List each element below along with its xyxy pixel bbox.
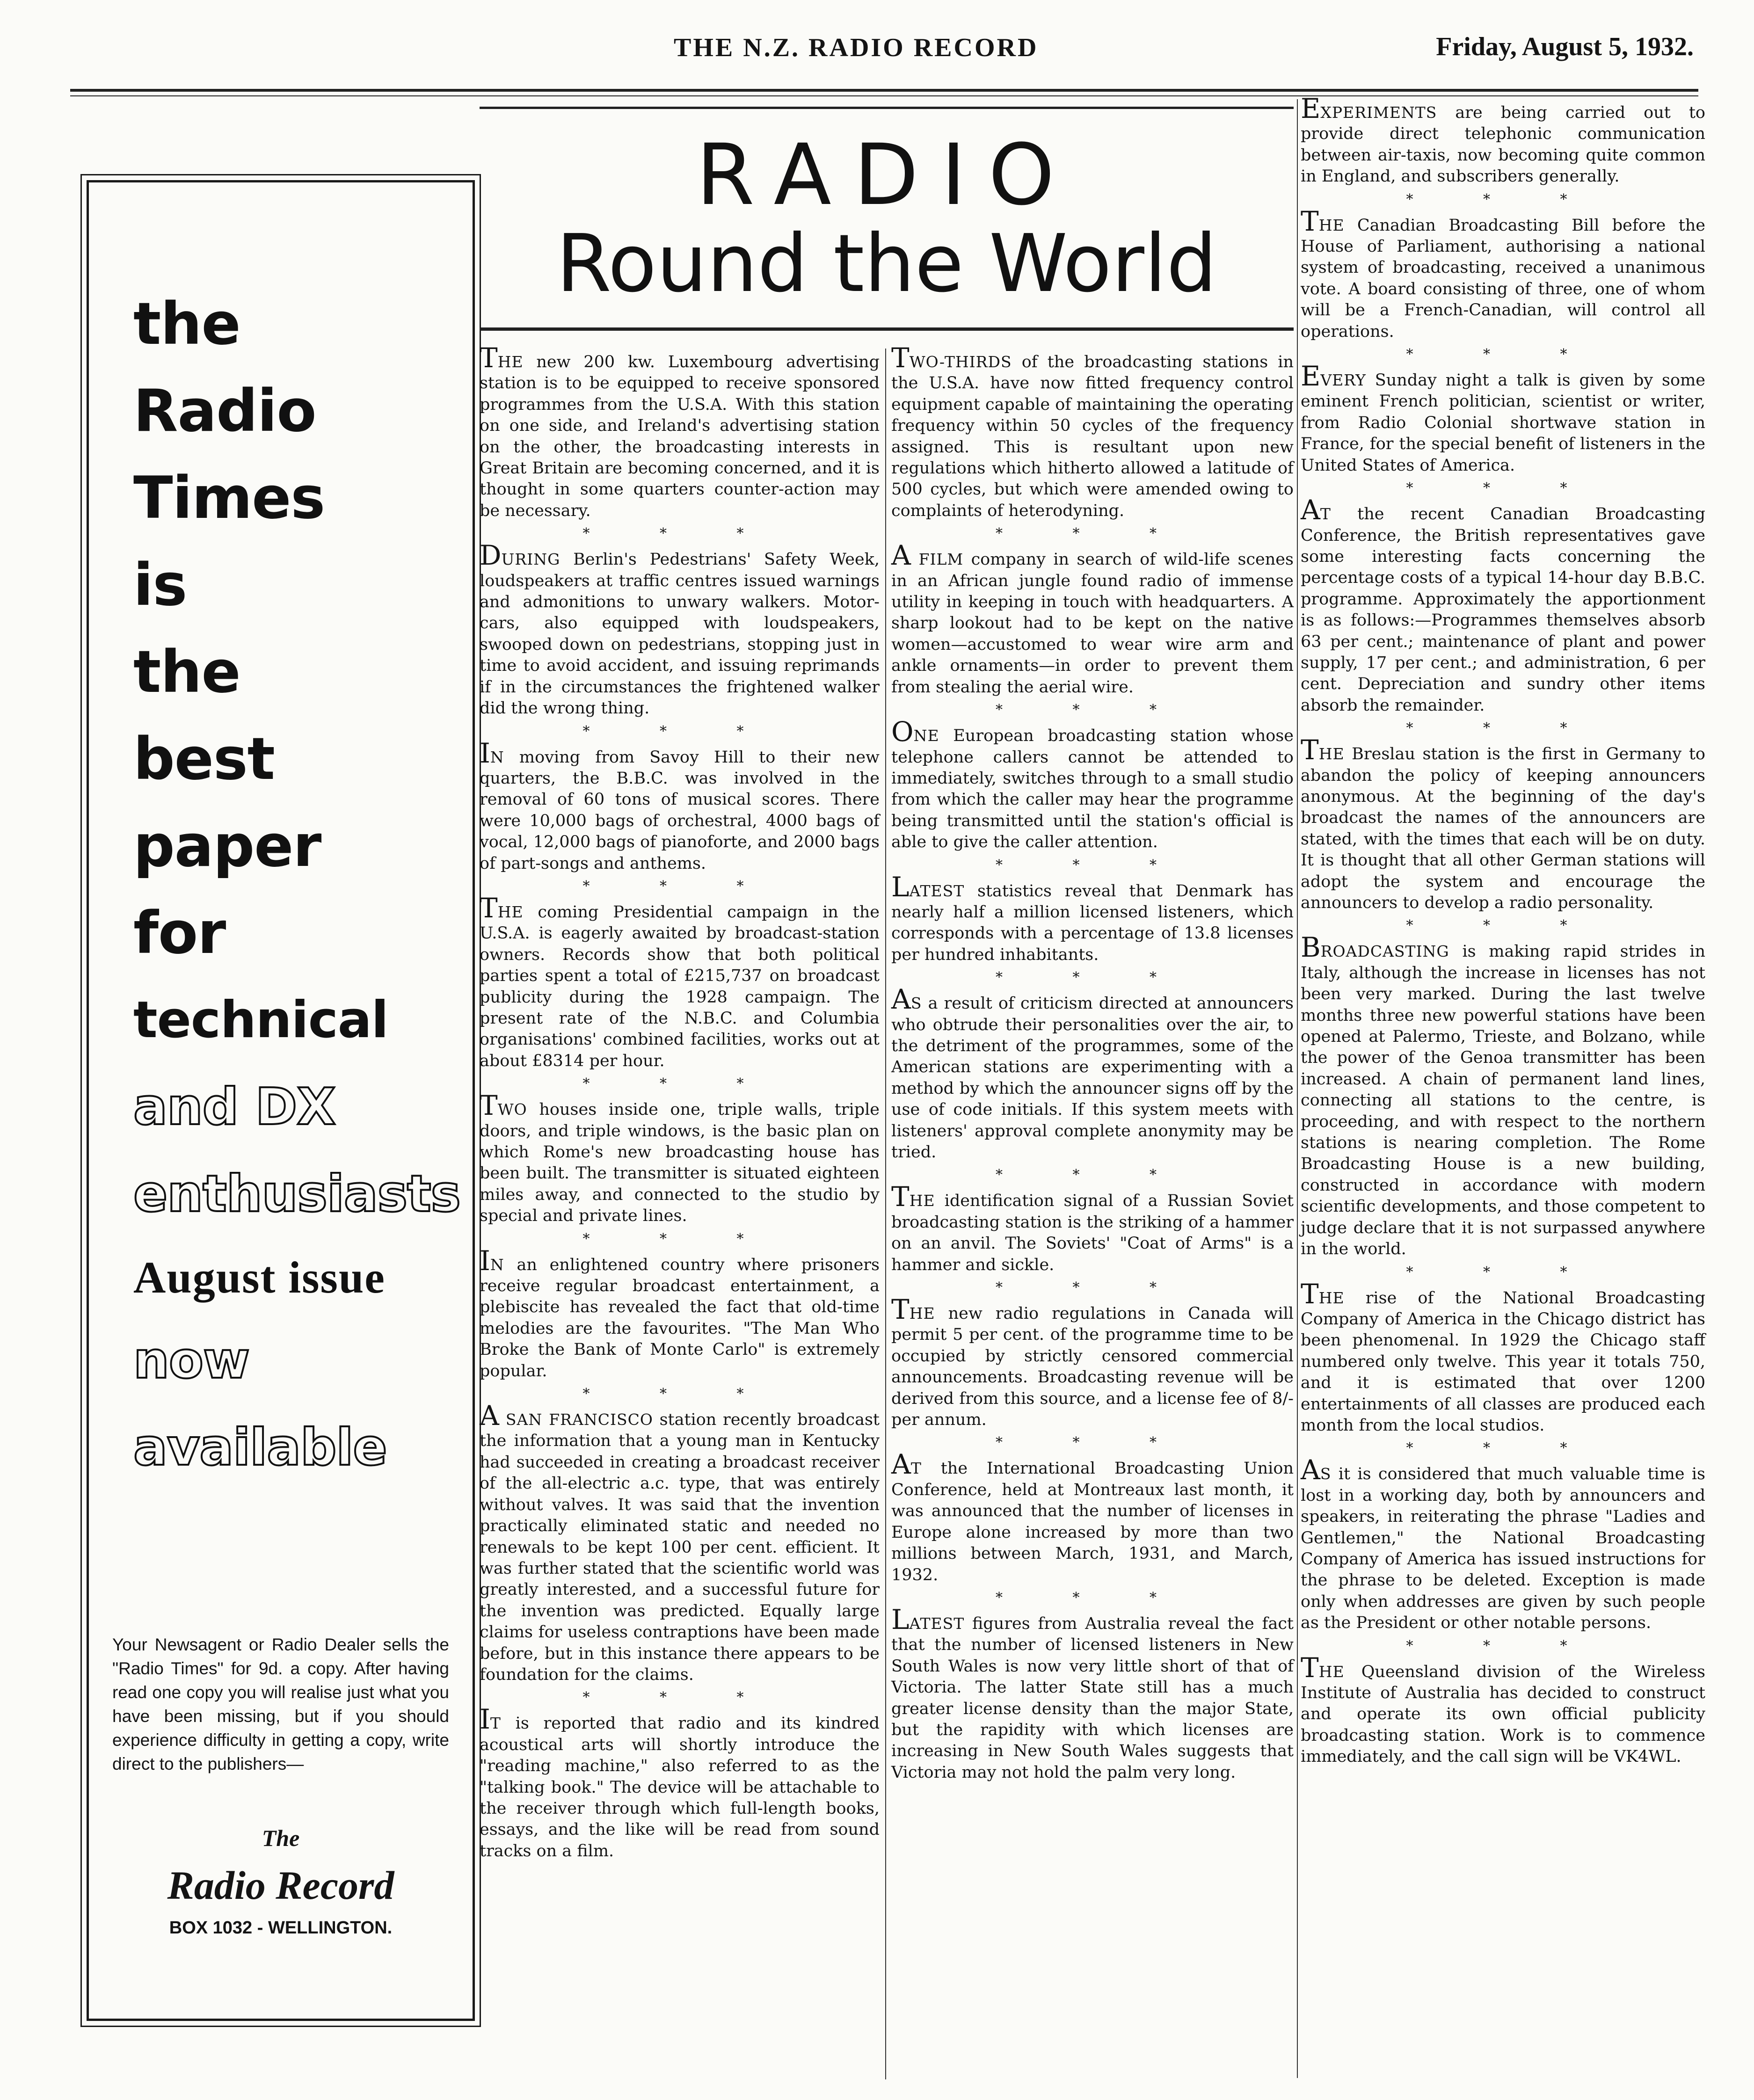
news-item-cap: HE bbox=[1318, 1288, 1345, 1307]
ad-publisher-name: Radio Record bbox=[167, 1863, 394, 1908]
column-divider bbox=[885, 349, 886, 2079]
ad-word: paper bbox=[133, 813, 321, 880]
separator-stars: * * * bbox=[1406, 1440, 1600, 1457]
news-item-cap: NE bbox=[913, 727, 939, 745]
ad-publisher-article: The bbox=[262, 1825, 300, 1851]
news-item-rest: are being carried out to provide direct telephonic communication between air-taxis, now becoming quite common in England, and subscribers generally. bbox=[1301, 103, 1705, 186]
news-item bbox=[1301, 494, 1705, 716]
news-item-lead: I bbox=[480, 1703, 490, 1736]
news-item-lead: L bbox=[891, 1603, 910, 1635]
news-item bbox=[480, 1090, 880, 1227]
ad-word: August issue bbox=[133, 1252, 386, 1302]
news-item bbox=[1301, 93, 1705, 188]
news-item-lead: B bbox=[1301, 931, 1321, 964]
news-item bbox=[480, 737, 880, 874]
news-item-lead: I bbox=[480, 737, 490, 769]
news-item bbox=[891, 716, 1294, 853]
news-item-cap: S bbox=[910, 994, 922, 1013]
separator-stars: * * * bbox=[582, 1689, 777, 1706]
news-item-cap: HE bbox=[497, 902, 524, 921]
news-item-lead: E bbox=[1301, 93, 1321, 124]
news-item-cap: ROADCASTING bbox=[1320, 942, 1449, 961]
news-item-lead: T bbox=[480, 892, 498, 924]
news-item-rest: European broadcasting station whose telephone callers cannot be attended to immediately, switches through to a small studio from which the caller may hear the programme being transmitted until the station's official is able to give the caller attention. bbox=[891, 727, 1294, 852]
ad-word: Radio bbox=[133, 378, 316, 445]
news-item-cap: HE bbox=[1318, 1662, 1345, 1681]
news-item-lead: A bbox=[891, 1448, 911, 1481]
news-item bbox=[1301, 205, 1705, 342]
news-item-cap: HE bbox=[1318, 745, 1345, 763]
news-item bbox=[1301, 734, 1705, 914]
news-item-cap: N bbox=[490, 1255, 504, 1274]
ad-word: and DX bbox=[133, 1078, 335, 1136]
news-item-rest: the International Broadcasting Union Conference, held at Montreaux last month, it was announced that the number of licenses in Europe alone increased by more than two millions between March, 1931, and March, 1932. bbox=[891, 1459, 1294, 1584]
news-item bbox=[891, 1293, 1294, 1431]
news-item-rest: Berlin's Pedestrians' Safety Week, loudspeakers at traffic centres issued warnings and admonitions to unwary walkers. Motor-cars, also equipped with loudspeakers, swooped down on pedestrians, stopping just in time to avoid accident, and issuing reprimands if in the circumstances the frightened walker did the wrong thing. bbox=[480, 550, 880, 718]
separator-stars: * * * bbox=[1406, 1637, 1600, 1654]
separator-stars: * * * bbox=[582, 1386, 777, 1402]
news-item-lead: O bbox=[891, 716, 914, 748]
news-item-lead: T bbox=[1301, 734, 1319, 766]
ad-word: for bbox=[133, 900, 226, 967]
news-item bbox=[1301, 1454, 1705, 1634]
ad-word: best bbox=[133, 726, 275, 793]
news-item-lead: T bbox=[1301, 1651, 1319, 1684]
column-divider bbox=[1297, 99, 1298, 2078]
news-item-rest: Canadian Broadcasting Bill before the House of Parliament, authorising a national system of broadcasting, received a unanimous vote. A board consisting of three, one of whom will be a French-Canadian, will control all operations. bbox=[1301, 216, 1705, 341]
news-column bbox=[1301, 93, 1705, 1768]
separator-stars: * * * bbox=[995, 1589, 1190, 1606]
news-item-lead: T bbox=[1301, 205, 1319, 237]
separator-stars: * * * bbox=[582, 723, 777, 740]
news-item-lead: T bbox=[480, 342, 498, 374]
ad-word: technical bbox=[133, 991, 388, 1049]
separator-stars: * * * bbox=[582, 1075, 777, 1092]
issue-date: Friday, August 5, 1932. bbox=[1436, 32, 1694, 61]
news-item-rest: identification signal of a Russian Soviet broadcasting station is the striking of a hammer on an anvil. The Soviets' "Coat of Arms" is a hammer and sickle. bbox=[891, 1192, 1294, 1274]
news-item-lead: A bbox=[891, 983, 911, 1016]
news-item-rest: an enlightened country where prisoners receive regular broadcast entertainment, a plebiscite has revealed the fact that old-time melodies are the favourites. "The Man Who Broke the Bank of Monte Carlo" is extremely popular. bbox=[480, 1255, 880, 1381]
news-item-rest: coming Presidential campaign in the U.S.A. is eagerly awaited by broadcast-station owners. Records show that both political parties spent a total of £215,737 on broadcast publicity during the 1928 campaign. The present rate of the N.B.C. and Columbia organisations' combined facilities, works out at about £8314 per hour. bbox=[480, 902, 880, 1070]
news-item-cap: S bbox=[1320, 1465, 1332, 1483]
news-item bbox=[891, 1448, 1294, 1585]
news-item-cap: N bbox=[490, 748, 504, 766]
news-item-lead: T bbox=[891, 342, 910, 374]
news-item-lead: A bbox=[891, 539, 911, 572]
news-item-rest: figures from Australia reveal the fact that the number of licensed listeners in New South Wales is now very little short of that of Victoria. The latter State still has a much greater license density than the major State, but the rapidity with which licenses are increasing in New South Wales suggests that Victoria may not hold the palm very long. bbox=[891, 1614, 1294, 1782]
separator-stars: * * * bbox=[1406, 720, 1600, 737]
news-item bbox=[1301, 1651, 1705, 1768]
news-item bbox=[480, 892, 880, 1072]
news-item bbox=[480, 1244, 880, 1382]
separator-stars: * * * bbox=[1406, 917, 1600, 934]
news-item-rest: Sunday night a talk is given by some eminent French politician, scientist or writer, from Radio Colonial shortwave station in France, for the special benefit of listeners in the United States of America. bbox=[1301, 371, 1705, 475]
news-item bbox=[480, 539, 880, 719]
news-item bbox=[891, 1181, 1294, 1276]
news-item-rest: it is considered that much valuable time is lost in a working day, both by announcers and speakers, in reiterating the phrase "Ladies and Gentlemen," the National Broadcasting Company of America has issued instructions for the phrase to be deleted. Exception is made only when addresses are given by such people as the President or other notable persons. bbox=[1301, 1465, 1705, 1633]
news-item-cap: WO bbox=[497, 1100, 527, 1119]
news-item-cap: WO-THIRDS bbox=[909, 353, 1012, 371]
news-item bbox=[480, 1703, 880, 1862]
masthead bbox=[75, 19, 1694, 75]
separator-stars: * * * bbox=[1406, 191, 1600, 208]
news-item-cap: ATEST bbox=[909, 1614, 965, 1633]
news-item-rest: company in search of wild-life scenes in an African jungle found radio of immense utility in keeping in touch with headquarters. A sharp lookout had to be kept on the native women—accustomed to wear wire arm and ankle ornaments—in order to prevent them from stealing the aerial wire. bbox=[891, 550, 1294, 697]
news-item-cap: VERY bbox=[1320, 371, 1366, 390]
news-item-lead: T bbox=[480, 1090, 498, 1122]
news-column bbox=[891, 342, 1294, 1783]
news-item-lead: T bbox=[891, 1181, 910, 1213]
news-item-lead: T bbox=[1301, 1278, 1319, 1310]
news-item-lead: E bbox=[1301, 360, 1321, 392]
news-item-cap: HE bbox=[497, 353, 524, 371]
news-item-cap: XPERIMENTS bbox=[1320, 103, 1437, 122]
news-item-rest: station recently broadcast the information that a young man in Kentucky had succeeded in creating a broadcast receiver of the all-electric a.c. type, that was entirely without valves. It was said that the invention practically eliminated static and needed no renewals to be kept 100 per cent. efficient. It was further stated that the scientific world was greatly interested, and a successful future for the invention was predicted. Equally large claims for useless contraptions have been made before, but in this instance there appears to be foundation for the claims. bbox=[480, 1410, 880, 1684]
ad-word: now bbox=[133, 1331, 249, 1390]
headline-rule-bottom bbox=[480, 327, 1294, 331]
news-item bbox=[891, 983, 1294, 1163]
separator-stars: * * * bbox=[995, 702, 1190, 719]
news-item-cap: URING bbox=[501, 550, 560, 569]
separator-stars: * * * bbox=[995, 1279, 1190, 1296]
separator-stars: * * * bbox=[995, 969, 1190, 986]
news-item-rest: rise of the National Broadcasting Company of America in the Chicago district has been phenomenal. In 1929 the Chicago staff numbered only twelve. This year it totals 750, and it is estimated that over 1200 entertainments of all classes are produced each month from the local studios. bbox=[1301, 1288, 1705, 1435]
separator-stars: * * * bbox=[1406, 480, 1600, 497]
separator-stars: * * * bbox=[582, 525, 777, 542]
news-item bbox=[1301, 360, 1705, 476]
news-item-cap: HE bbox=[1318, 216, 1345, 234]
news-item-rest: of the broadcasting stations in the U.S.A. have now fitted frequency control equipment capable of maintaining the operating frequency within 50 cycles of the frequency assigned. This is resultant upon new regulations which hitherto allowed a latitude of 500 cycles, but which were amended owing to complaints of heterodyning. bbox=[891, 353, 1294, 520]
news-item-rest: is making rapid strides in Italy, although the increase in licenses has not been very marked. During the last twelve months three new powerful stations have been opened at Palermo, Trieste, and Bolzano, while the power of the Genoa transmitter has been increased. A chain of permanent land lines, connecting all stations to the centre, is proceeding, and with respect to the northern stations is nearing completion. The Rome Broadcasting House is a new building, constructed in accordance with modern scientific developments, and those competent to judge declare that it is not surpassed anywhere in the world. bbox=[1301, 942, 1705, 1259]
news-item-cap: T bbox=[1320, 505, 1331, 523]
news-item-lead: L bbox=[891, 871, 910, 903]
news-item bbox=[891, 539, 1294, 698]
separator-stars: * * * bbox=[1406, 346, 1600, 363]
ad-copy: Your Newsagent or Radio Dealer sells the "Radio Times" for 9d. a copy. After having read one copy you will realise just what you have been missing, but if you should experience difficulty in getting a copy, write direct to the publishers— bbox=[112, 1635, 449, 1773]
news-item bbox=[1301, 1278, 1705, 1437]
ad-headline bbox=[133, 281, 470, 1491]
masthead-rule bbox=[70, 89, 1698, 96]
news-item-lead: A bbox=[1301, 494, 1320, 526]
news-item-rest: new 200 kw. Luxembourg advertising station is to be equipped to receive sponsored programmes from the U.S.A. With this station on one side, and Ireland's advertising station on the other, the broadcasting interests in Great Britain are becoming concerned, and it is thought in some quarters counter-action may be necessary. bbox=[480, 353, 880, 520]
news-item-rest: Breslau station is the first in Germany to abandon the policy of keeping announcers anonymous. At the beginning of the day's broadcast the names of the announcers are stated, with the times that each will be on duty. It is thought that all other German stations will adopt the system and encourage the announcers to develop a radio personality. bbox=[1301, 745, 1705, 912]
news-item bbox=[1301, 931, 1705, 1260]
separator-stars: * * * bbox=[995, 525, 1190, 542]
news-item-cap: FILM bbox=[910, 550, 964, 569]
news-item-lead: A bbox=[1301, 1454, 1320, 1486]
headline-round-the-world: Round the World bbox=[556, 218, 1217, 310]
news-item bbox=[480, 1400, 880, 1686]
news-column bbox=[480, 342, 880, 1862]
radio-times-advertisement bbox=[87, 180, 475, 2021]
news-item-cap: HE bbox=[909, 1304, 935, 1323]
separator-stars: * * * bbox=[995, 1434, 1190, 1451]
news-item-lead: A bbox=[480, 1400, 499, 1432]
news-item-rest: the recent Canadian Broadcasting Conference, the British representatives gave some interesting facts concerning the percentage costs of a typical 14-hour day B.B.C. programme. Approximately the apportionment is as follows:—Programmes themselves absorb 63 per cent.; maintenance of plant and power supply, 17 per cent.; and administration, 6 per cent. Depreciation and sundry other items absorb the remainder. bbox=[1301, 505, 1705, 715]
headline-radio: RADIO bbox=[696, 126, 1077, 224]
news-item bbox=[891, 1603, 1294, 1783]
news-item-rest: a result of criticism directed at announcers who obtrude their personalities over the air, to the detriment of the programmes, some of the American stations are experimenting with a method by which the announcer signs off by the use of code initials. If this system meets with listeners' approval complete anonymity may be tried. bbox=[891, 994, 1294, 1162]
separator-stars: * * * bbox=[1406, 1264, 1600, 1280]
ad-word: the bbox=[133, 639, 240, 706]
news-item-rest: new radio regulations in Canada will permit 5 per cent. of the programme time to be occupied by strictly censored commercial announcements. Broadcasting revenue will be derived from this source, and a license fee of 8/- per annum. bbox=[891, 1304, 1294, 1430]
news-item bbox=[891, 871, 1294, 966]
news-item-cap: T bbox=[910, 1459, 922, 1478]
news-item-rest: statistics reveal that Denmark has nearly half a million licensed listeners, which corresponds with a percentage of 13.8 licenses per hundred inhabitants. bbox=[891, 881, 1294, 964]
ad-word: available bbox=[133, 1418, 387, 1477]
headline-rule-top bbox=[480, 107, 1294, 109]
separator-stars: * * * bbox=[995, 857, 1190, 873]
news-item-cap: ATEST bbox=[909, 881, 965, 900]
news-item-rest: is reported that radio and its kindred acoustical arts will shortly introduce the "reading machine," also referred to as the "talking book." The device will be attachable to the receiver through which full-length books, essays, and the like will be read from sound tracks on a film. bbox=[480, 1714, 880, 1860]
news-item-lead: T bbox=[891, 1293, 910, 1326]
paper-title: THE N.Z. RADIO RECORD bbox=[674, 33, 1039, 62]
separator-stars: * * * bbox=[995, 1167, 1190, 1184]
ad-address: BOX 1032 - WELLINGTON. bbox=[169, 1918, 393, 1938]
news-item-lead: D bbox=[480, 539, 502, 572]
ad-word: the bbox=[133, 291, 240, 358]
separator-stars: * * * bbox=[582, 1230, 777, 1247]
news-item-cap: T bbox=[490, 1714, 501, 1733]
separator-stars: * * * bbox=[582, 878, 777, 894]
news-item-rest: moving from Savoy Hill to their new quarters, the B.B.C. was involved in the removal of 60 tons of musical scores. There were 10,000 bags of orchestral, 4000 bags of vocal, 12,000 bags of pianoforte, and 2000 bags of part-songs and anthems. bbox=[480, 748, 880, 873]
news-item bbox=[480, 342, 880, 522]
news-item-cap: HE bbox=[909, 1192, 935, 1210]
news-item-cap: SAN FRANCISCO bbox=[499, 1410, 653, 1429]
news-item-rest: houses inside one, triple walls, triple doors, and triple windows, is the basic plan on which Rome's new broadcasting house has been built. The transmitter is situated eighteen miles away, and connected to the studio by special and private lines. bbox=[480, 1100, 880, 1226]
news-item-rest: Queensland division of the Wireless Institute of Australia has decided to construct and operate its own official publicity broadcasting station. Work is to commence immediately, and the call sign will be VK4WL. bbox=[1301, 1662, 1705, 1766]
ad-word: Times bbox=[133, 465, 325, 532]
ad-word: is bbox=[133, 552, 187, 619]
news-item-lead: I bbox=[480, 1244, 490, 1277]
ad-word: enthusiasts bbox=[133, 1165, 460, 1223]
news-item bbox=[891, 342, 1294, 522]
